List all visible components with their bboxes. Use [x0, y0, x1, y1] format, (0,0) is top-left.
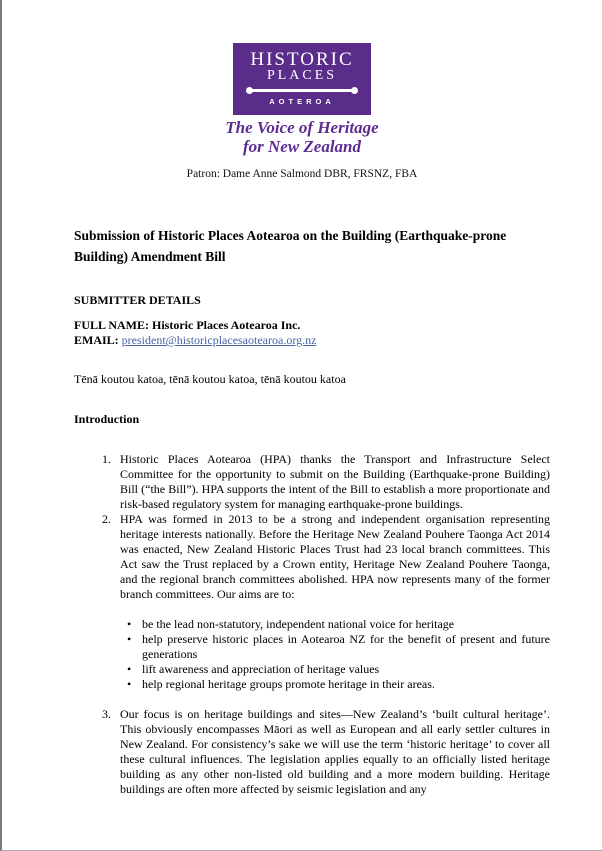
- full-name-line: [74, 318, 550, 333]
- bullet-text: help regional heritage groups promote heritage in their areas.: [142, 677, 435, 691]
- submitter-details: [74, 318, 550, 348]
- list-item-text: Historic Places Aotearoa (HPA) thanks the Transport and Infrastructure Select Committee for the opportunity to submit on the Building (Earthquake-prone Building) Bill (“the Bill”). HPA supports the intent of the Bill to establish a more proportionate and risk-based regulatory system for managing earthquake-prone buildings.: [120, 452, 550, 511]
- logo-tagline: [2, 118, 602, 156]
- bullet-item: [120, 677, 550, 692]
- logo-underline-icon: [246, 87, 358, 94]
- letterhead: [2, 0, 602, 182]
- email-line: [74, 333, 550, 348]
- logo-underline-bar: [252, 89, 352, 92]
- tagline-line2: for New Zealand: [242, 137, 362, 156]
- full-name-value: Historic Places Aotearoa Inc.: [152, 318, 301, 332]
- submitter-details-heading: SUBMITTER DETAILS: [74, 293, 201, 307]
- logo-text-aoteroa: AOTEROA: [269, 97, 335, 106]
- bullet-text: be the lead non-statutory, independent national voice for heritage: [142, 617, 455, 631]
- logo-text-historic: HISTORIC: [250, 49, 354, 70]
- bullet-icon: •: [127, 677, 132, 691]
- document-title: Submission of Historic Places Aotearoa on the Building (Earthquake-prone Building) Amendment Bill: [74, 228, 507, 264]
- list-item: [74, 707, 550, 797]
- list-item: [74, 452, 550, 512]
- bullet-text: lift awareness and appreciation of heritage values: [142, 662, 380, 676]
- maori-greeting: Tēnā koutou katoa, tēnā koutou katoa, tēnā koutou katoa: [74, 372, 346, 386]
- list-item: [74, 512, 550, 707]
- email-link[interactable]: president@historicplacesaotearoa.org.nz: [121, 333, 317, 347]
- bullet-text: help preserve historic places in Aotearoa NZ for the benefit of present and future generations: [142, 632, 550, 661]
- logo-underline-right-dot: [351, 87, 358, 94]
- list-item-number: 3.: [102, 707, 111, 721]
- list-item-text: [120, 512, 550, 707]
- bullet-item: [120, 632, 550, 662]
- list-item-text: Our focus is on heritage buildings and sites—New Zealand’s ‘built cultural heritage’. This obviously encompasses Māori as well as European and all early settler cultures in New Zealand. For consistency’s sake we will use the term ‘historic heritage’ to cover all these cultural influences. The legislation applies equally to an officially listed heritage building as any other non-listed old building and a more modern building. Heritage buildings are often more affected by seismic legislation and any: [120, 707, 550, 796]
- historic-places-logo: [233, 43, 371, 115]
- logo-text-places: PLACES: [266, 68, 338, 83]
- tagline-line1: The Voice of Heritage: [225, 118, 379, 137]
- bullet-icon: •: [127, 617, 132, 631]
- full-name-label: FULL NAME:: [74, 318, 149, 332]
- bullet-icon: •: [127, 662, 132, 676]
- document-body: [74, 225, 550, 797]
- bullet-item: [120, 617, 550, 632]
- introduction-heading: Introduction: [74, 412, 140, 426]
- email-label: EMAIL:: [74, 333, 119, 347]
- patron-line: Patron: Dame Anne Salmond DBR, FRSNZ, FBA: [186, 168, 418, 180]
- numbered-list: [74, 452, 550, 797]
- bullet-icon: •: [127, 632, 132, 646]
- list-item-number: 2.: [102, 512, 111, 526]
- aims-bullet-list: [120, 617, 550, 692]
- bullet-item: [120, 662, 550, 677]
- list-item-number: 1.: [102, 452, 111, 466]
- list-item-paragraph: HPA was formed in 2013 to be a strong and independent organisation representing heritage interests nationally. Before the Heritage New Zealand Pouhere Taonga Act 2014 was enacted, New Zealand Historic Places Trust had 23 local branch committees. This Act saw the Trust replaced by a Crown entity, Heritage New Zealand Pouhere Taonga, and the regional branch committees abolished. HPA now represents many of the former branch committees. Our aims are to:: [120, 512, 550, 601]
